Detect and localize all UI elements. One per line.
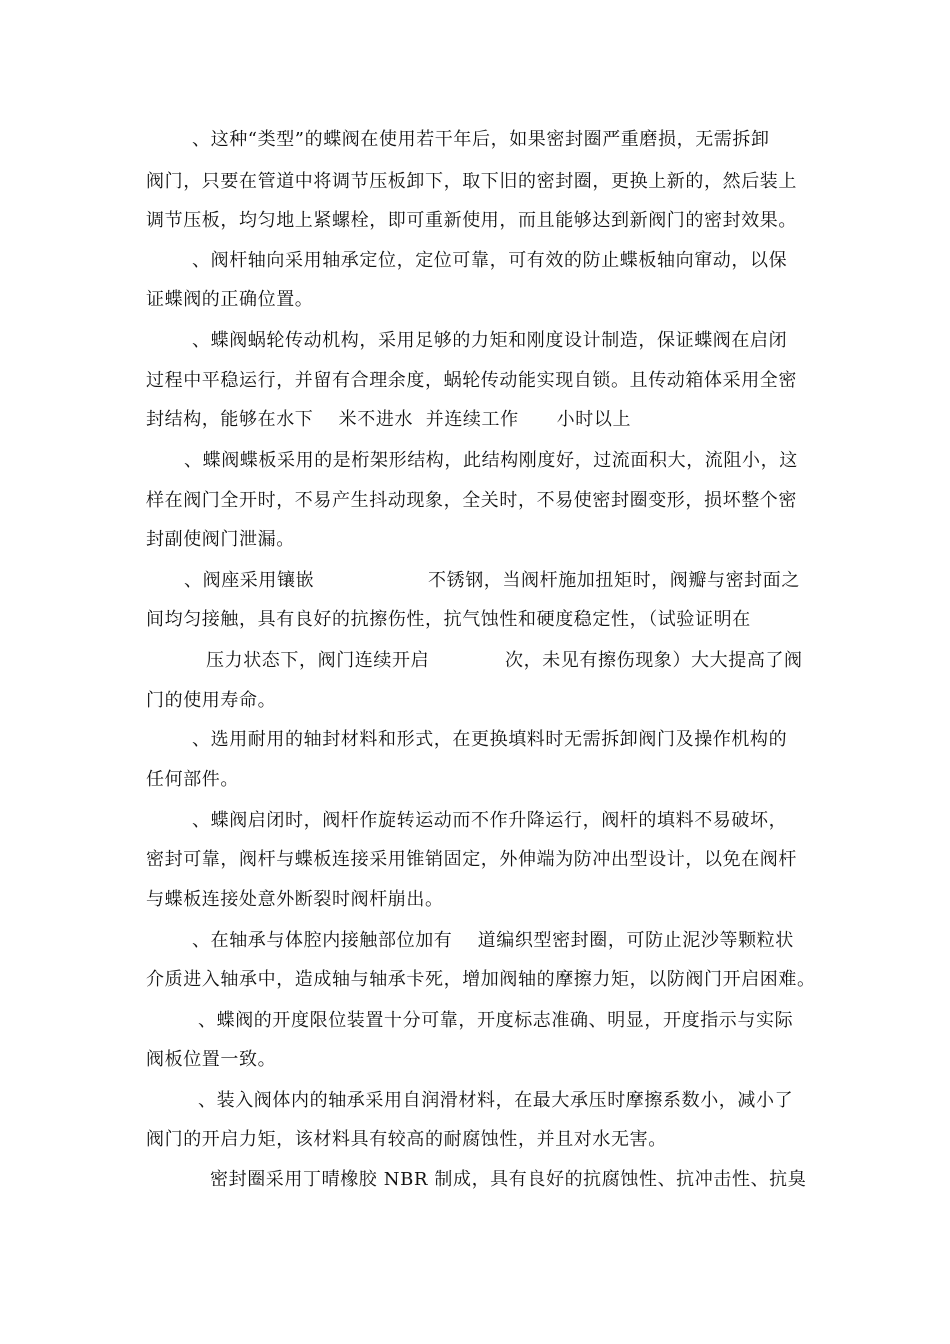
text-line: 密封圈采用丁晴橡胶 NBR 制成，具有良好的抗腐蚀性、抗冲击性、抗臭	[210, 1169, 807, 1190]
text-line: 门的使用寿命。	[146, 690, 277, 711]
text-line: 证蝶阀的正确位置。	[146, 289, 314, 310]
text-line: 、蝶阀启闭时，阀杆作旋转运动而不作升降运行，阀杆的填料不易破坏，	[192, 810, 788, 831]
text-line: 、阀杆轴向采用轴承定位，定位可靠，可有效的防止蝶板轴向窜动，以保	[192, 250, 788, 271]
text-line: 、蝶阀蜗轮传动机构，采用足够的力矩和刚度设计制造，保证蝶阀在启闭	[192, 330, 788, 351]
text-line: 样在阀门全开时，不易产生抖动现象，全关时，不易使密封圈变形，损坏整个密	[146, 490, 797, 511]
text-line: 阀门的开启力矩，该材料具有较高的耐腐蚀性，并且对水无害。	[146, 1129, 667, 1150]
text-line: 介质进入轴承中，造成轴与轴承卡死，增加阀轴的摩擦力矩，以防阀门开启困难。	[146, 969, 816, 990]
text-line: 调节压板，均匀地上紧螺栓，即可重新使用，而且能够达到新阀门的密封效果。	[146, 210, 797, 231]
text-line: 阀板位置一致。	[146, 1049, 277, 1070]
text-line: 封副使阀门泄漏。	[146, 529, 295, 550]
text-line: 间均匀接触，具有良好的抗擦伤性，抗气蚀性和硬度稳定性，（试验证明在	[146, 609, 751, 630]
text-line: 阀门，只要在管道中将调节压板卸下，取下旧的密封圈，更换上新的，然后装上	[146, 171, 797, 192]
text-line: 任何部件。	[146, 769, 239, 790]
text-line: 与蝶板连接处意外断裂时阀杆崩出。	[146, 889, 444, 910]
text-line: 过程中平稳运行，并留有合理余度，蜗轮传动能实现自锁。且传动箱体采用全密	[146, 370, 797, 391]
text-line: 、阀座采用镶嵌 不锈钢，当阀杆施加扭矩时，阀瓣与密封面之	[184, 570, 800, 591]
text-line: 、选用耐用的轴封材料和形式，在更换填料时无需拆卸阀门及操作机构的	[192, 729, 788, 750]
text-line: 密封可靠，阀杆与蝶板连接采用锥销固定，外伸端为防冲出型设计，以免在阀杆	[146, 849, 797, 870]
text-line: 、装入阀体内的轴承采用自润滑材料，在最大承压时摩擦系数小，减小了	[198, 1090, 794, 1111]
text-line: 、蝶阀蝶板采用的是桁架形结构，此结构刚度好，过流面积大，流阻小，这	[184, 450, 798, 471]
text-line: 封结构，能够在水下 米不进水 并连续工作 小时以上	[146, 409, 632, 430]
text-line: 压力状态下，阀门连续开启 次，未见有擦伤现象）大大提高了阀	[206, 650, 803, 671]
text-line: 、这种“类型”的蝶阀在使用若干年后，如果密封圈严重磨损，无需拆卸	[192, 129, 770, 150]
text-line: 、蝶阀的开度限位装置十分可靠，开度标志准确、明显，开度指示与实际	[198, 1010, 794, 1031]
text-line: 、在轴承与体腔内接触部位加有 道编织型密封圈，可防止泥沙等颗粒状	[192, 930, 794, 951]
